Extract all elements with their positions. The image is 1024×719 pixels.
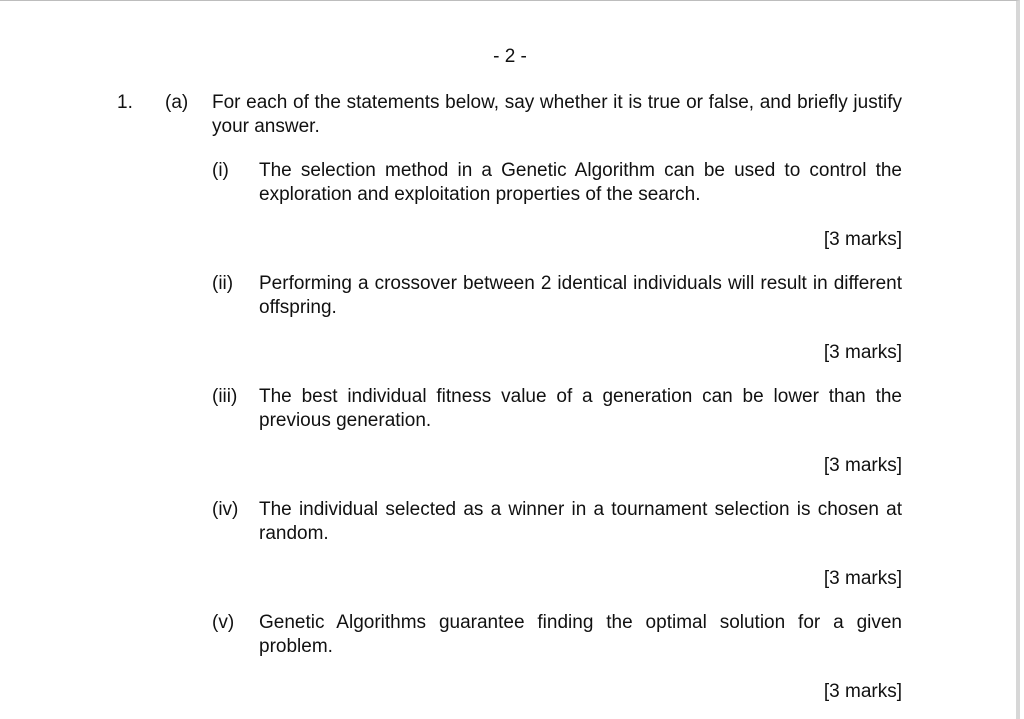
- page-number: - 2 -: [493, 46, 527, 67]
- item-label-v: (v): [212, 612, 235, 633]
- question-intro: For each of the statements below, say whether it is true or false, and briefly justify your answer.: [212, 92, 902, 137]
- question-number: 1.: [117, 92, 133, 113]
- statement-i: The selection method in a Genetic Algorithm can be used to control the exploration and exploitation properties of the search.: [259, 160, 902, 205]
- question-part-label: (a): [165, 92, 189, 113]
- item-label-i: (i): [212, 160, 229, 181]
- item-label-iv: (iv): [212, 499, 239, 520]
- statement-ii: Performing a crossover between 2 identical individuals will result in different offspring.: [259, 273, 902, 318]
- statement-iii: The best individual fitness value of a generation can be lower than the previous generation.: [259, 386, 902, 431]
- marks-iv: [3 marks]: [823, 568, 902, 589]
- marks-i: [3 marks]: [823, 229, 902, 250]
- statement-v: Genetic Algorithms guarantee finding the optimal solution for a given problem.: [259, 612, 902, 657]
- marks-iii: [3 marks]: [823, 455, 902, 476]
- marks-ii: [3 marks]: [823, 342, 902, 363]
- item-label-ii: (ii): [212, 273, 234, 294]
- marks-v: [3 marks]: [823, 681, 902, 702]
- statement-iv: The individual selected as a winner in a tournament selection is chosen at random.: [259, 499, 902, 544]
- item-label-iii: (iii): [212, 386, 238, 407]
